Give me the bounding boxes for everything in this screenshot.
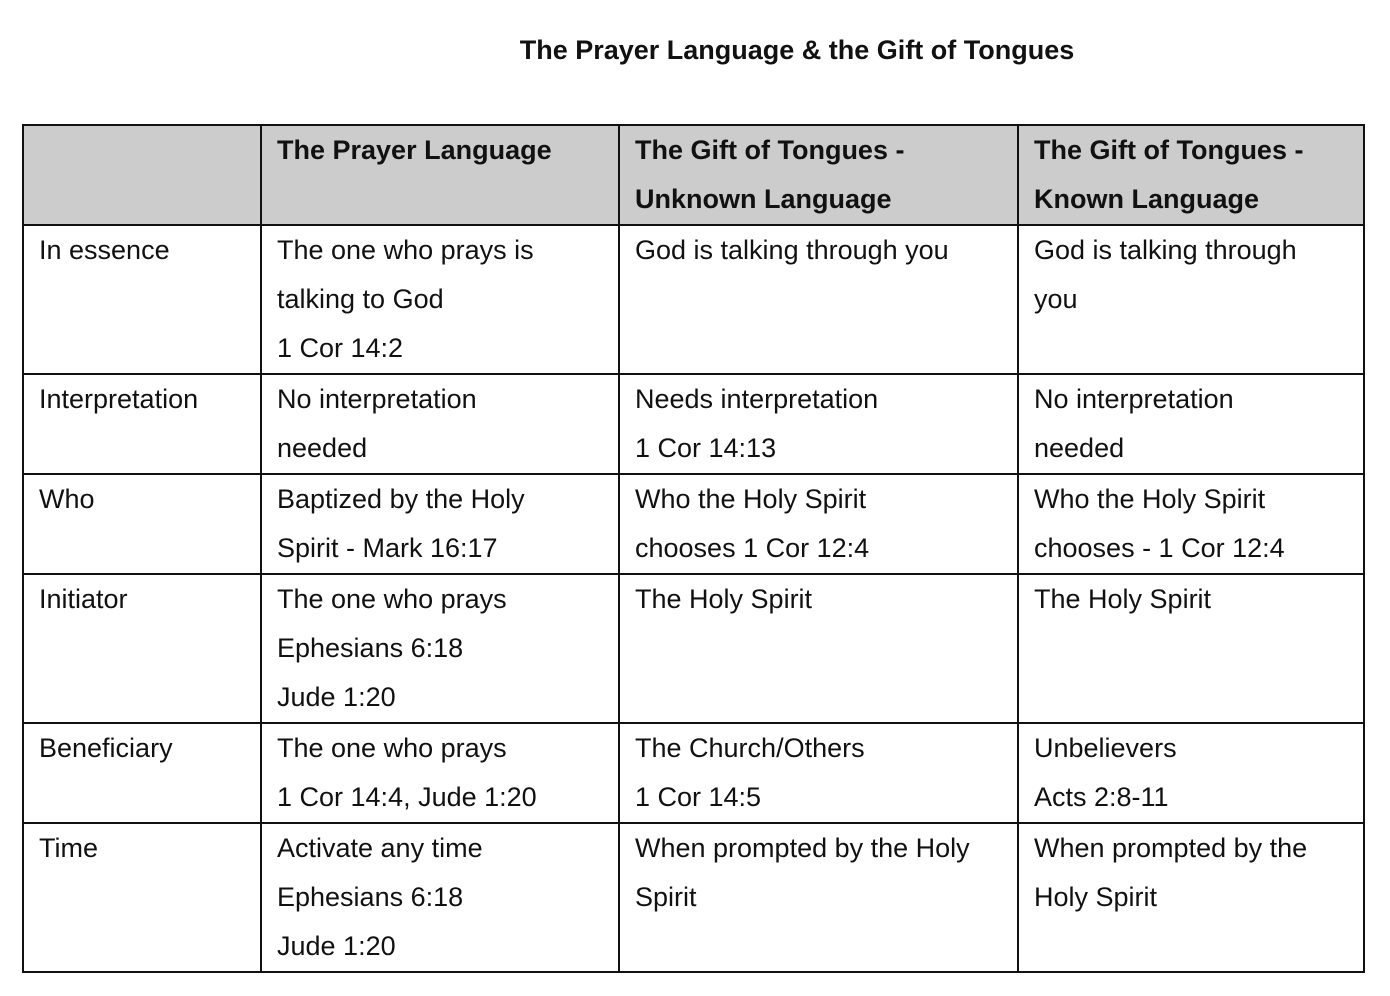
header-line: Unknown Language xyxy=(635,184,892,214)
cell-line: The one who prays xyxy=(277,733,507,763)
row-label: Beneficiary xyxy=(39,733,173,763)
prayer-language-cell xyxy=(261,474,619,574)
row-label-cell xyxy=(23,723,261,823)
comparison-table xyxy=(22,124,1365,973)
row-label: Interpretation xyxy=(39,384,199,414)
cell-line: Who the Holy Spirit xyxy=(1034,484,1266,514)
header-gift-unknown-language xyxy=(619,125,1018,225)
cell-line: The Church/Others xyxy=(635,733,865,763)
cell-line: chooses 1 Cor 12:4 xyxy=(635,533,870,563)
header-line: The Gift of Tongues - xyxy=(635,135,905,165)
table-row xyxy=(23,474,1364,574)
cell-line: 1 Cor 14:5 xyxy=(635,782,762,812)
known-language-cell xyxy=(1018,374,1364,474)
cell-line: Who the Holy Spirit xyxy=(635,484,867,514)
unknown-language-cell xyxy=(619,474,1018,574)
header-prayer-language-text: The Prayer Language xyxy=(277,135,552,165)
header-prayer-language xyxy=(261,125,619,225)
cell-line: Holy Spirit xyxy=(1034,882,1158,912)
row-label-cell xyxy=(23,474,261,574)
prayer-language-cell xyxy=(261,723,619,823)
known-language-cell xyxy=(1018,225,1364,374)
cell-line: When prompted by the Holy xyxy=(635,833,970,863)
header-line: Known Language xyxy=(1034,184,1259,214)
cell-line: Acts 2:8-11 xyxy=(1034,782,1169,812)
row-label: Who xyxy=(39,484,95,514)
unknown-language-cell xyxy=(619,374,1018,474)
row-label-cell xyxy=(23,225,261,374)
header-line: The Gift of Tongues - xyxy=(1034,135,1304,165)
unknown-language-cell xyxy=(619,574,1018,723)
unknown-language-cell xyxy=(619,723,1018,823)
cell-line: The one who prays xyxy=(277,584,507,614)
cell-line: Baptized by the Holy xyxy=(277,484,525,514)
cell-line: Unbelievers xyxy=(1034,733,1177,763)
cell-line: needed xyxy=(277,433,368,463)
cell-line: The one who prays is xyxy=(277,235,534,265)
cell-line: Ephesians 6:18 xyxy=(277,882,464,912)
known-language-cell xyxy=(1018,474,1364,574)
cell-line: Ephesians 6:18 xyxy=(277,633,464,663)
header-corner-cell xyxy=(23,125,261,225)
header-gift-known-language xyxy=(1018,125,1364,225)
cell-line: Jude 1:20 xyxy=(277,682,396,712)
unknown-language-cell xyxy=(619,225,1018,374)
cell-line: The Holy Spirit xyxy=(1034,584,1212,614)
table-row xyxy=(23,574,1364,723)
table-header-row xyxy=(23,125,1364,225)
cell-line: The Holy Spirit xyxy=(635,584,813,614)
cell-line: Spirit xyxy=(635,882,697,912)
document-title: The Prayer Language & the Gift of Tongues xyxy=(519,35,1075,65)
cell-line: No interpretation xyxy=(1034,384,1234,414)
row-label: Initiator xyxy=(39,584,128,614)
prayer-language-cell xyxy=(261,574,619,723)
cell-line: God is talking through xyxy=(1034,235,1297,265)
cell-line: 1 Cor 14:2 xyxy=(277,333,404,363)
known-language-cell xyxy=(1018,823,1364,972)
table-row xyxy=(23,225,1364,374)
unknown-language-cell xyxy=(619,823,1018,972)
prayer-language-cell xyxy=(261,374,619,474)
prayer-language-cell xyxy=(261,823,619,972)
row-label-cell xyxy=(23,823,261,972)
cell-line: 1 Cor 14:13 xyxy=(635,433,777,463)
cell-line: Activate any time xyxy=(277,833,483,863)
cell-line: needed xyxy=(1034,433,1125,463)
cell-line: God is talking through you xyxy=(635,235,949,265)
row-label-cell xyxy=(23,374,261,474)
table-row xyxy=(23,723,1364,823)
row-label: In essence xyxy=(39,235,170,265)
known-language-cell xyxy=(1018,574,1364,723)
row-label-cell xyxy=(23,574,261,723)
cell-line: you xyxy=(1034,284,1078,314)
cell-line: 1 Cor 14:4, Jude 1:20 xyxy=(277,782,537,812)
cell-line: When prompted by the xyxy=(1034,833,1308,863)
cell-line: chooses - 1 Cor 12:4 xyxy=(1034,533,1285,563)
cell-line: Spirit - Mark 16:17 xyxy=(277,533,498,563)
prayer-language-cell xyxy=(261,225,619,374)
table-row xyxy=(23,374,1364,474)
table-row xyxy=(23,823,1364,972)
cell-line: Needs interpretation xyxy=(635,384,879,414)
known-language-cell xyxy=(1018,723,1364,823)
cell-line: talking to God xyxy=(277,284,444,314)
row-label: Time xyxy=(39,833,98,863)
cell-line: No interpretation xyxy=(277,384,477,414)
cell-line: Jude 1:20 xyxy=(277,931,396,961)
